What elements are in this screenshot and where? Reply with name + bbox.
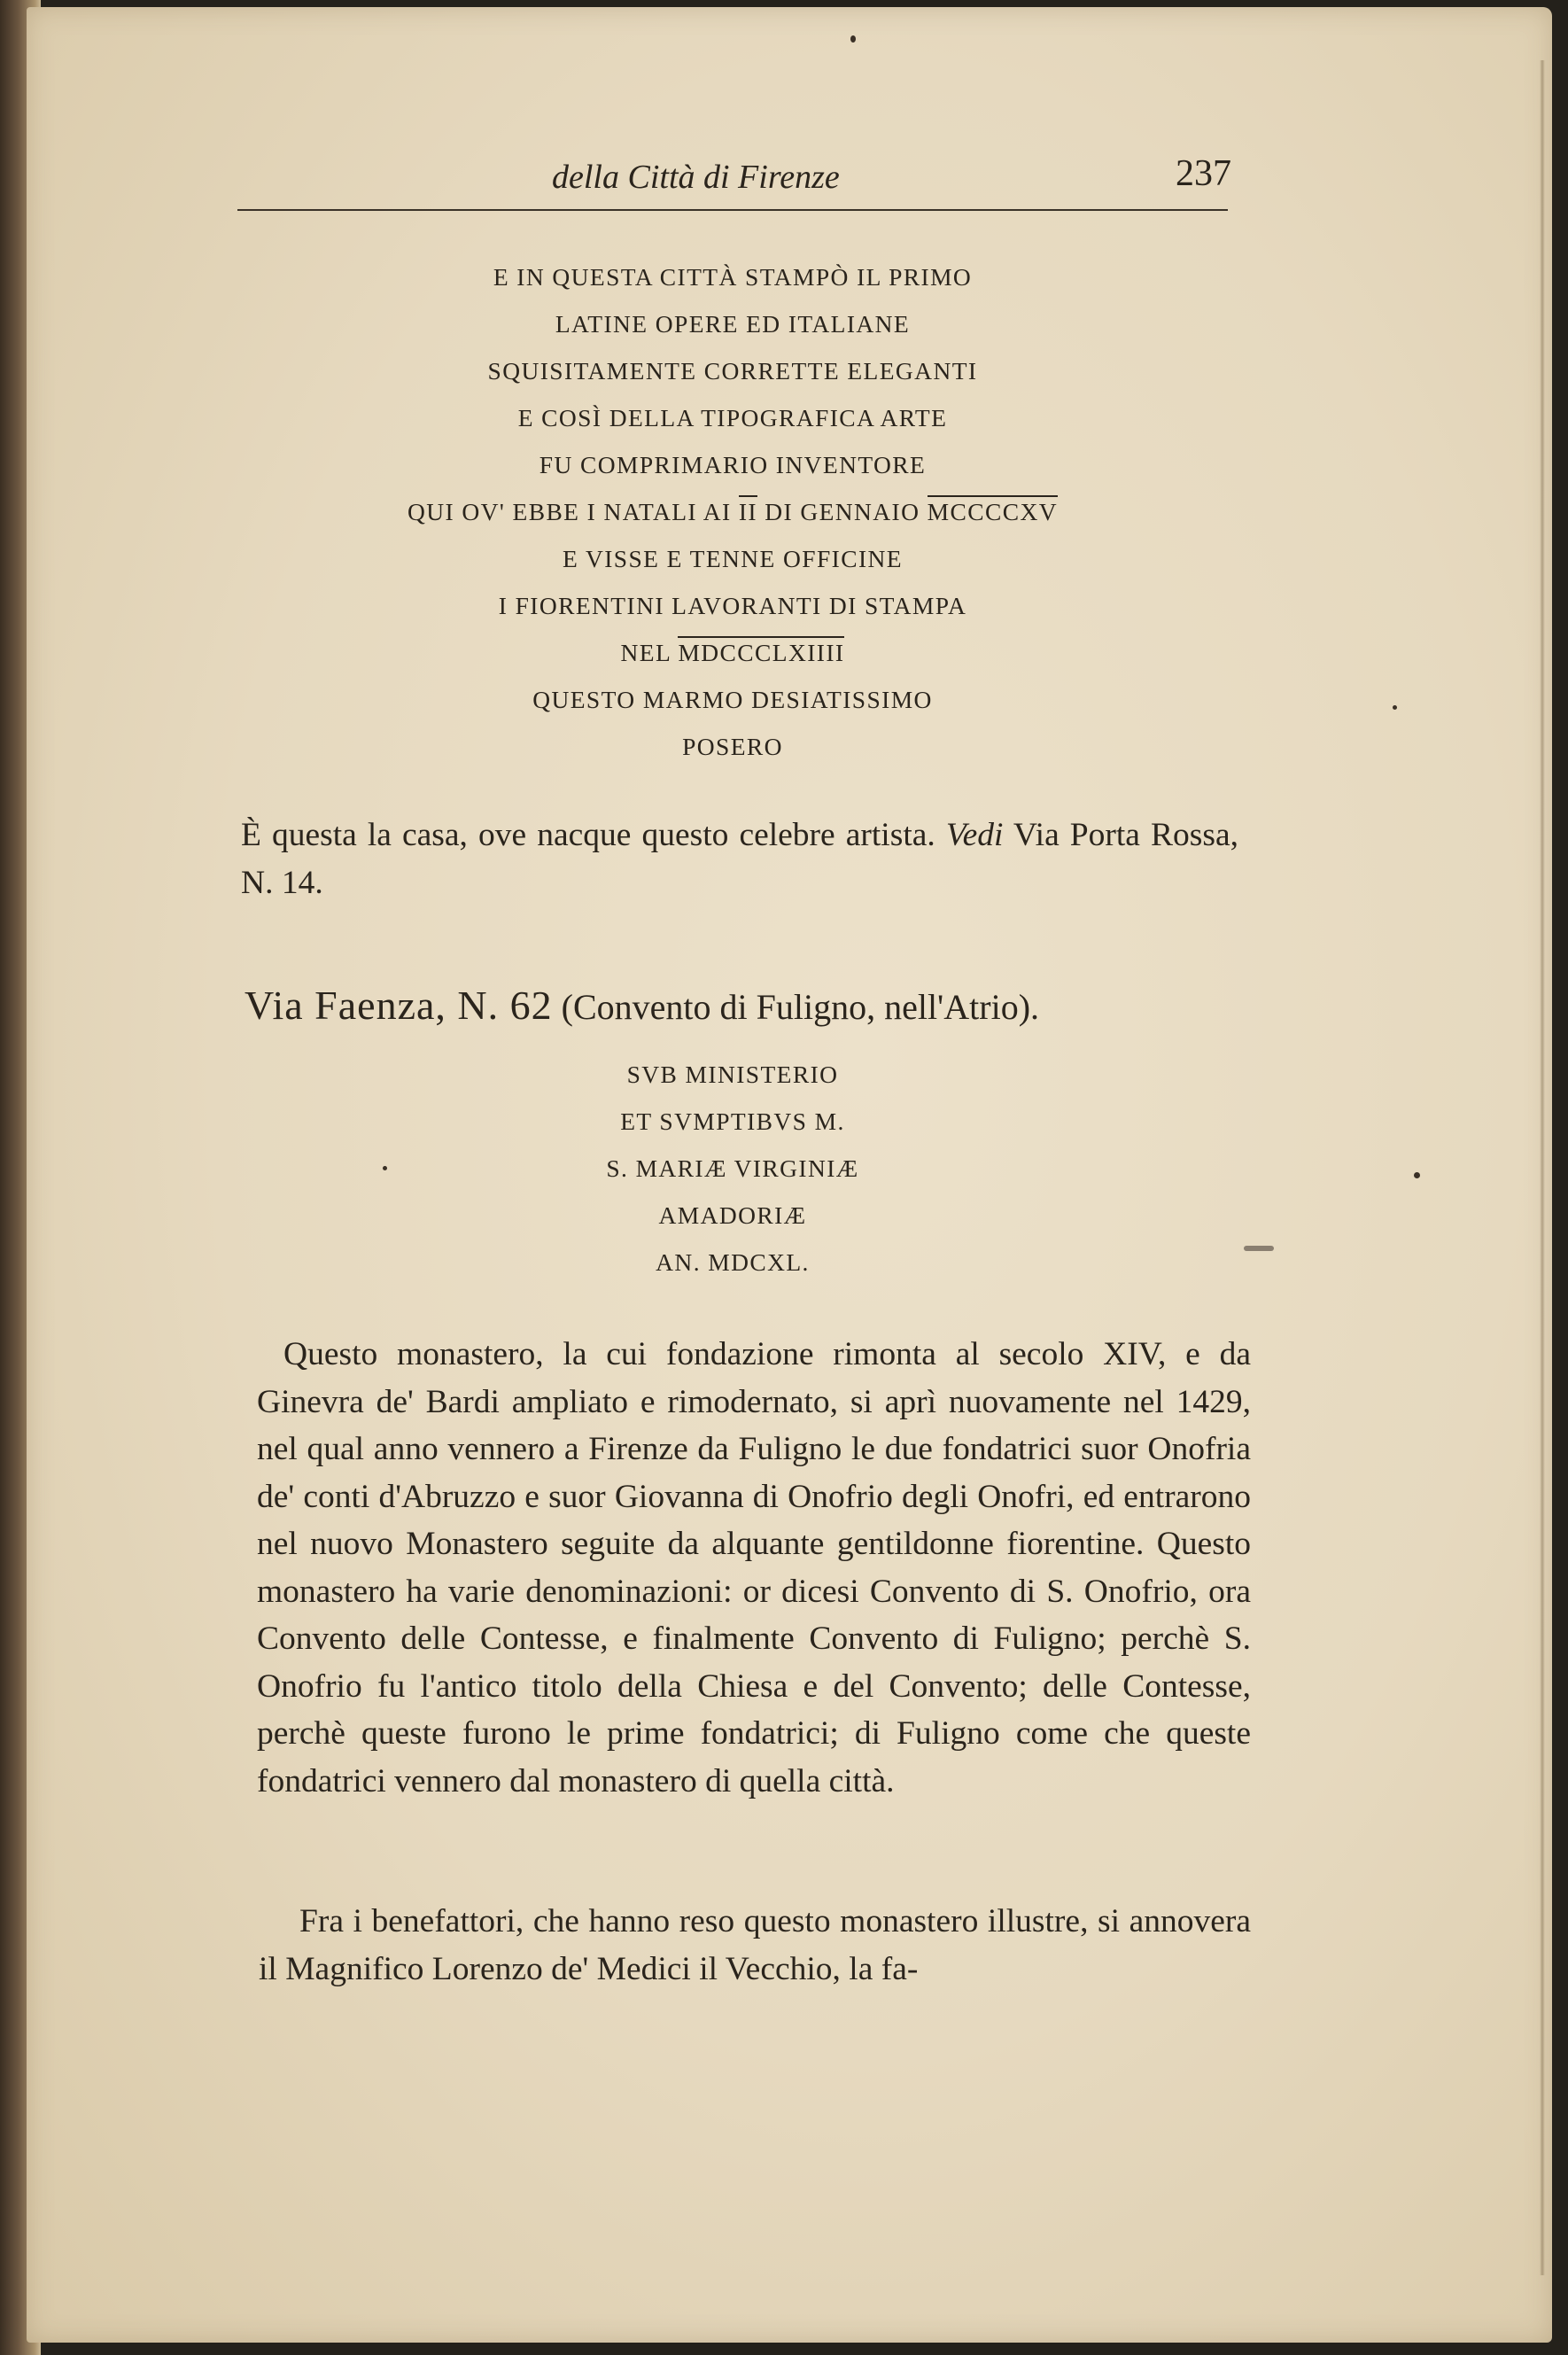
inscription-line: QUESTO MARMO DESIATISSIMO [532, 686, 933, 713]
overlined-numeral: MDCCCLXIIII [678, 636, 844, 666]
inscription-block-1 [237, 253, 1228, 770]
running-head [237, 147, 1231, 200]
page-number: 237 [1176, 153, 1231, 194]
paragraph-text: Via Porta Rossa, N. 14. [241, 817, 1238, 901]
inscription-line: FU COMPRIMARIO INVENTORE [539, 451, 927, 478]
inscription-line [237, 629, 1228, 676]
paragraph-house [241, 812, 1238, 906]
page-edge-shadow [1540, 60, 1545, 2275]
inscription-line: LATINE OPERE ED ITALIANE [555, 310, 911, 338]
overlined-numeral: MCCCCXV [928, 495, 1058, 525]
inscription-line: S. MARIÆ VIRGINIÆ [606, 1154, 859, 1182]
ink-speck [1414, 1172, 1420, 1178]
paragraph-benefactors: Fra i benefattori, che hanno reso questo monastero illustre, si annovera il Magnifico Lorenzo de' Medici il Vecchio, la fa- [259, 1903, 1251, 1987]
inscription-line: POSERO [682, 733, 783, 760]
inscription-line: SQUISITAMENTE CORRETTE ELEGANTI [487, 357, 978, 385]
inscription-text: NEL [620, 639, 679, 666]
inscription-line: SVB MINISTERIO [626, 1061, 839, 1088]
inscription-line: I FIORENTINI LAVORANTI DI STAMPA [498, 592, 967, 619]
ink-speck [383, 1166, 387, 1170]
head-rule [237, 209, 1228, 211]
ink-speck [850, 35, 856, 43]
ink-speck [1244, 1246, 1274, 1251]
inscription-line: ET SVMPTIBVS M. [620, 1108, 845, 1135]
inscription-line: E IN QUESTA CITTÀ STAMPÒ IL PRIMO [493, 263, 973, 291]
inscription-line: E VISSE E TENNE OFFICINE [563, 545, 903, 572]
paragraph-text: È questa la casa, ove nacque questo celebre artista. [241, 817, 935, 853]
inscription-line: AN. MDCXL. [656, 1248, 810, 1276]
overlined-numeral: II [739, 495, 757, 525]
paragraph-italic: Vedi [945, 817, 1004, 853]
inscription-text: DI GENNAIO [757, 498, 928, 525]
inscription-text: QUI OV' EBBE I NATALI AI [408, 498, 739, 525]
inscription-line [237, 488, 1228, 535]
ink-speck [1393, 705, 1397, 710]
inscription-line: E COSÌ DELLA TIPOGRAFICA ARTE [517, 404, 948, 431]
paragraph-monastery: Questo monastero, la cui fondazione rimonta al secolo XIV, e da Ginevra de' Bardi ampliato e rimodernato, si aprì nuovamente nel 1429, nel qual anno vennero a Firenze da Fuligno le due fondatrici suor Onofria de' conti d'Abruzzo e suor Giovanna di Onofrio degli Onofri, ed entrarono nel nuovo Monastero seguite da alquante gentildonne fiorentine. Questo monastero ha varie denominazioni: or dicesi Convento di S. Onofrio, ora Convento delle Contesse, e finalmente Convento di Fuligno; perchè S. Onofrio fu l'antico titolo della Chiesa e del Convento; delle Contesse, perchè queste furono le prime fondatrici; di Fuligno come che queste fondatrici vennero dal monastero di quella città. [257, 1336, 1251, 1799]
section-street: Via Faenza, N. 62 [245, 983, 553, 1028]
section-note: (Convento di Fuligno, nell'Atrio). [561, 987, 1040, 1027]
inscription-line: AMADORIÆ [658, 1201, 807, 1229]
section-heading [245, 982, 1237, 1029]
running-title: della Città di Firenze [552, 159, 840, 196]
